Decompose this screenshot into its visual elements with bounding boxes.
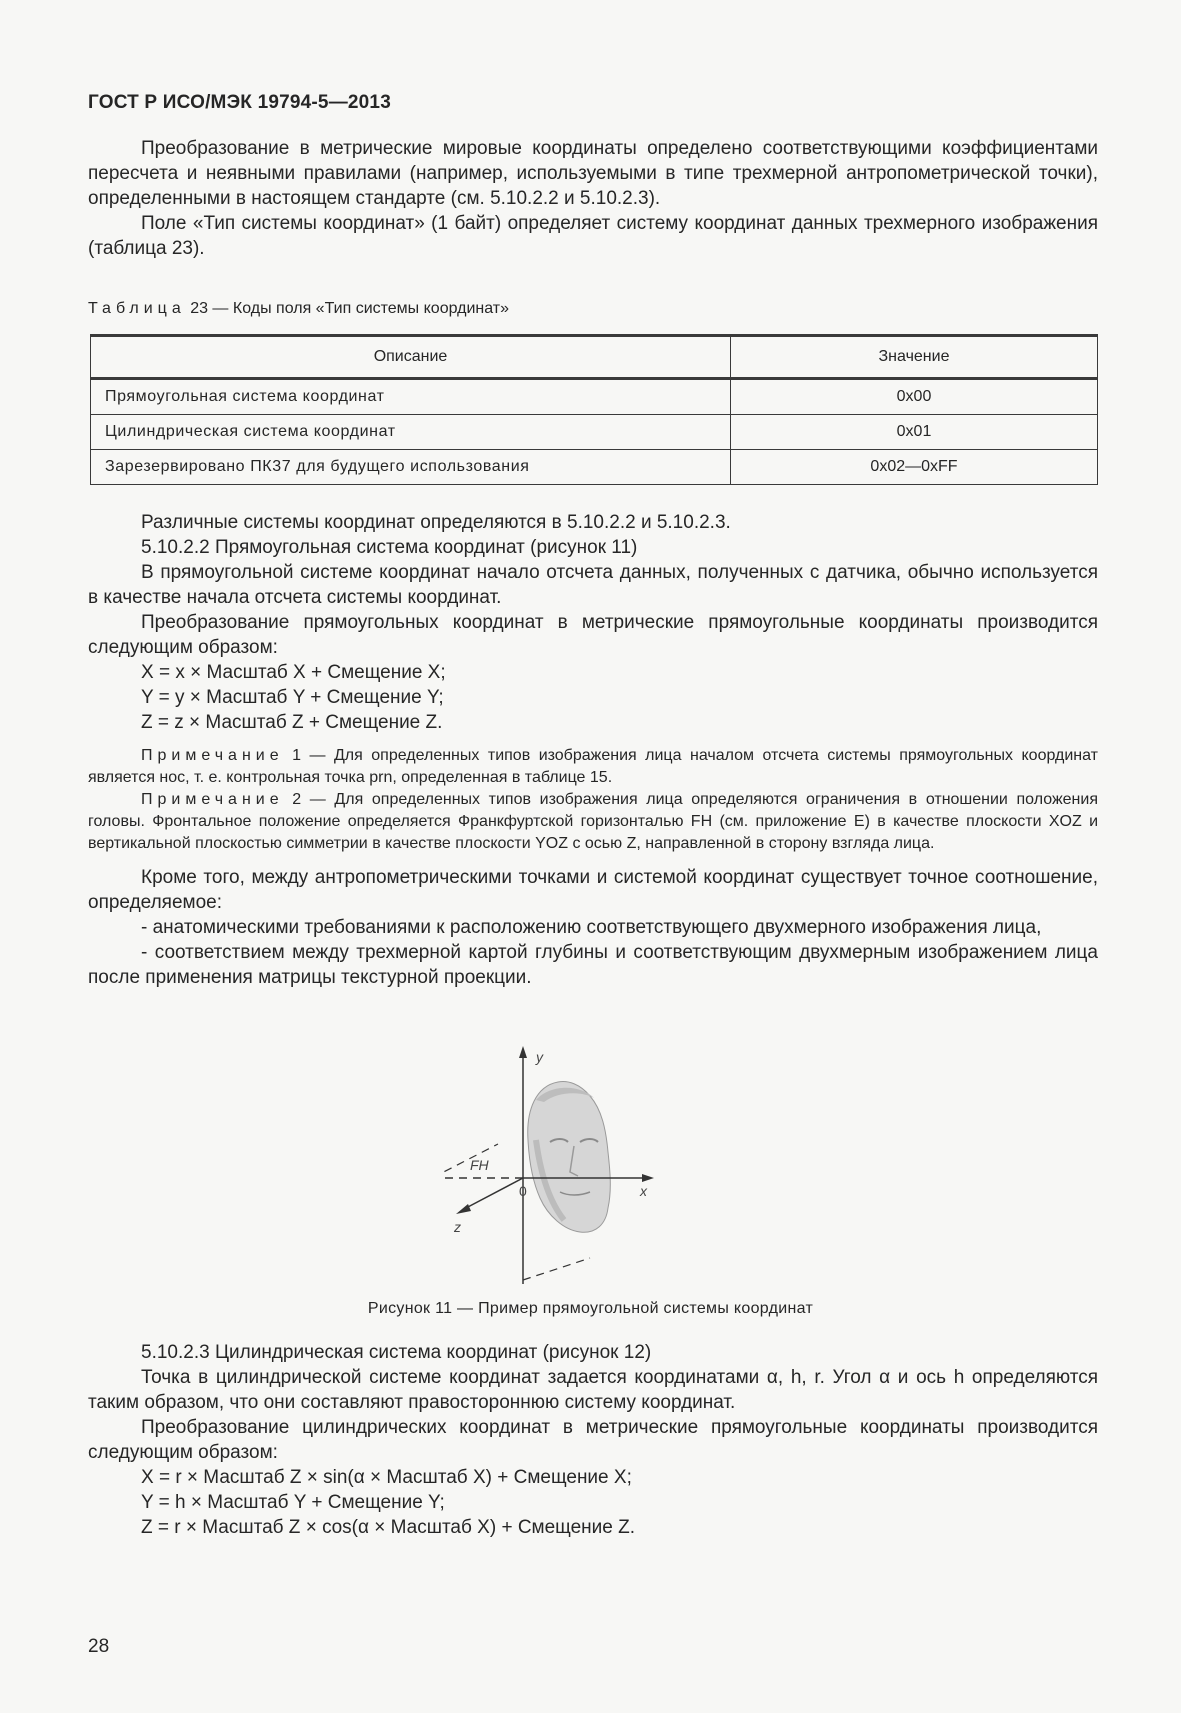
formula-z: Z = z × Масштаб Z + Смещение Z. xyxy=(141,712,443,733)
note-1-text: 1 — Для определенных типов изображения лица началом отсчета системы прямоугольных координат является нос, т. е. контрольная точка prn, определенная в таблице 15. xyxy=(88,747,1098,786)
table-cell-description: Цилиндрическая система координат xyxy=(91,415,731,450)
list-item: - соответствием между трехмерной картой глубины и соответствующим двухмерным изображением лица после применения матрицы текстурной проекции. xyxy=(88,942,1098,988)
fh-plane-dashed-line xyxy=(440,1144,498,1178)
table-cell-value: 0x02—0xFF xyxy=(731,450,1098,485)
origin-label: 0 xyxy=(519,1183,527,1199)
table-header-value: Значение xyxy=(731,336,1098,379)
page-number: 28 xyxy=(88,1636,110,1657)
note-2 xyxy=(88,789,1098,855)
formula-y: Y = h × Масштаб Y + Смещение Y; xyxy=(141,1492,445,1513)
table-caption-label: Таблица xyxy=(88,300,186,317)
table-cell-description: Прямоугольная система координат xyxy=(91,379,731,415)
document-header: ГОСТ Р ИСО/МЭК 19794-5—2013 xyxy=(88,92,391,113)
figure-11-coordinate-system xyxy=(440,1040,760,1290)
section-paragraph: Преобразование прямоугольных координат в метрические прямоугольные координаты производится следующим образом: xyxy=(88,612,1098,658)
z-axis-label: z xyxy=(454,1219,461,1235)
table-cell-value: 0x01 xyxy=(731,415,1098,450)
note-1 xyxy=(88,745,1098,789)
table-row xyxy=(91,415,1098,450)
y-axis-arrow-icon xyxy=(519,1046,527,1058)
note-label: Примечание xyxy=(141,747,284,764)
table-cell-value: 0x00 xyxy=(731,379,1098,415)
z-axis-line xyxy=(466,1178,523,1208)
cylindrical-section xyxy=(88,1340,1098,1540)
section-paragraph: Кроме того, между антропометрическими точками и системой координат существует точное соотношение, определяемое: xyxy=(88,867,1098,913)
table-caption-text: 23 — Коды поля «Тип системы координат» xyxy=(190,300,510,317)
table-header-description: Описание xyxy=(91,336,731,379)
table-cell-description: Зарезервировано ПК37 для будущего использования xyxy=(91,450,731,485)
coordinate-type-table xyxy=(90,334,1098,485)
fh-label: FH xyxy=(470,1157,489,1173)
x-axis-label: x xyxy=(640,1183,647,1199)
section-paragraph: Преобразование цилиндрических координат в метрические прямоугольные координаты производится следующим образом: xyxy=(88,1417,1098,1463)
section-paragraph: В прямоугольной системе координат начало отсчета данных, полученных с датчика, обычно используется в качестве начала отсчета системы координат. xyxy=(88,562,1098,608)
y-axis-label: y xyxy=(536,1049,543,1065)
table-row xyxy=(91,450,1098,485)
figure-caption: Рисунок 11 — Пример прямоугольной системы координат xyxy=(367,1300,814,1317)
intro-paragraph-1: Преобразование в метрические мировые координаты определено соответствующими коэффициентами пересчета и неявными правилами (например, используемыми в типе трехмерной антропометрической точки), определенными в настоящем стандарте (см. 5.10.2.2 и 5.10.2.3). xyxy=(88,138,1098,209)
list-item: - анатомическими требованиями к расположению соответствующего двухмерного изображения лица, xyxy=(141,917,1042,938)
section-heading-5-10-2-3: 5.10.2.3 Цилиндрическая система координат (рисунок 12) xyxy=(141,1342,652,1363)
formula-x: X = r × Масштаб Z × sin(α × Масштаб X) + Смещение X; xyxy=(141,1467,632,1488)
section-paragraph: Различные системы координат определяются в 5.10.2.2 и 5.10.2.3. xyxy=(141,512,731,533)
formula-z: Z = r × Масштаб Z × cos(α × Масштаб X) + Смещение Z. xyxy=(141,1517,635,1538)
section-heading-5-10-2-2: 5.10.2.2 Прямоугольная система координат (рисунок 11) xyxy=(141,537,638,558)
section-paragraph: Точка в цилиндрической системе координат задается координатами α, h, r. Угол α и ось h определяются таким образом, что они составляют правостороннюю систему координат. xyxy=(88,1367,1098,1413)
note-2-text: 2 — Для определенных типов изображения лица определяются ограничения в отношении положения головы. Фронтальное положение определяется Франкфуртской горизонталью FH (см. приложение E) в качестве плоскости XOZ и вертикальной плоскостью симметрии в качестве плоскости YOZ с осью Z, направленной в сторону взгляда лица. xyxy=(88,791,1099,852)
table-header-row xyxy=(91,336,1098,379)
table-caption xyxy=(88,300,509,318)
z-axis-arrow-icon xyxy=(456,1204,471,1214)
intro-section xyxy=(88,136,1098,261)
formula-y: Y = y × Масштаб Y + Смещение Y; xyxy=(141,687,444,708)
rectangular-section xyxy=(88,510,1098,990)
symmetry-plane-dashed-line xyxy=(523,1258,590,1280)
note-label: Примечание xyxy=(141,791,284,808)
formula-x: X = x × Масштаб X + Смещение X; xyxy=(141,662,446,683)
intro-paragraph-2: Поле «Тип системы координат» (1 байт) определяет систему координат данных трехмерного изображения (таблица 23). xyxy=(88,213,1098,259)
x-axis-arrow-icon xyxy=(642,1174,654,1182)
face-illustration xyxy=(528,1082,611,1233)
table-row xyxy=(91,379,1098,415)
